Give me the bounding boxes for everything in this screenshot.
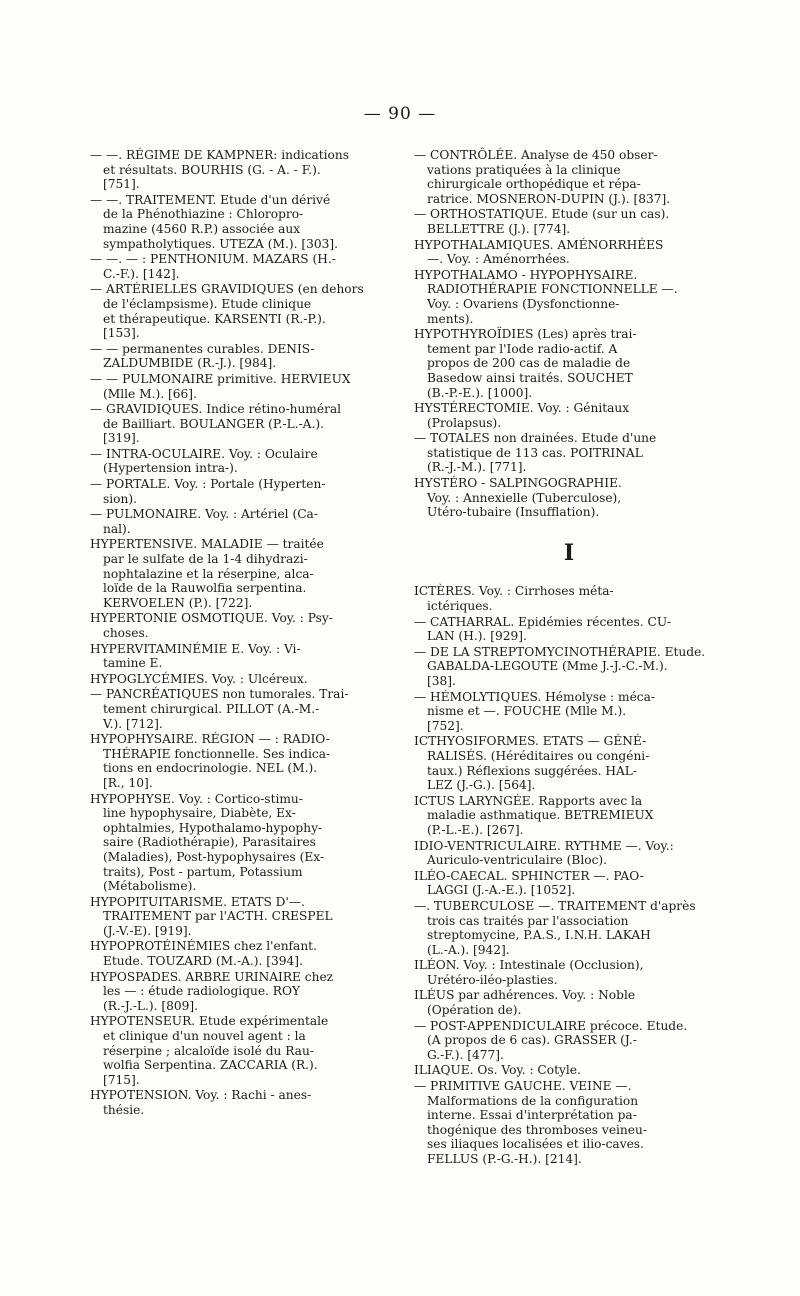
index-entry: HYPOPROTÉINÉMIES chez l'enfant. Etude. TOUZARD (M.-A.). [394].	[90, 939, 317, 969]
right-column	[414, 148, 724, 1168]
index-entry: HYPOPHYSAIRE. RÉGION — : RADIO- THÉRAPIE fonctionnelle. Ses indica- tions en endocrinologie. NEL (M.). [R., 10].	[90, 732, 331, 790]
index-entry: HYPERVITAMINÉMIE E. Voy. : Vi- tamine E.	[90, 641, 301, 671]
index-entry: —. TUBERCULOSE —. TRAITEMENT d'après trois cas traités par l'association streptomycine, P.A.S., I.N.H. LAKAH (L.-A.). [942].	[414, 898, 696, 957]
index-entry: HYPERTONIE OSMOTIQUE. Voy. : Psy- choses.	[90, 611, 333, 640]
index-entry: — —. TRAITEMENT. Etude d'un dérivé de la Phénothiazine : Chloropro- mazine (4560 R.P.) associée aux sympatholytiques. UTEZA (M.). [303].	[90, 192, 338, 251]
index-entry: ILÉO-CAECAL. SPHINCTER —. PAO- LAGGI (J.-A.-E.). [1052].	[414, 868, 644, 898]
index-entry: ILIAQUE. Os. Voy. : Cotyle.	[414, 1063, 581, 1078]
index-entry: — GRAVIDIQUES. Indice rétino-huméral de Bailliart. BOULANGER (P.-L.-A.). [319].	[90, 402, 342, 446]
index-entry: — —. — : PENTHONIUM. MAZARS (H.- C.-F.). [142].	[90, 252, 336, 281]
index-entry: HYPOTENSEUR. Etude expérimentale et clinique d'un nouvel agent : la réserpine ; alcaloïde isolé du Rau- wolfia Serpentina. ZACCARIA (R.). [715].	[90, 1014, 329, 1087]
index-entry: ICTHYOSIFORMES. ETATS — GÉNÉ- RALISÉS. (Héréditaires ou congéni- taux.) Réflexions suggérées. HAL- LEZ (J.-G.). [564].	[414, 734, 650, 793]
index-entry: — PRIMITIVE GAUCHE. VEINE —. Malformations de la configuration interne. Essai d'interprétation pa- thogénique des thromboses veineu- ses iliaques localisées et ilio-caves. FELLUS (P.-G.-H.). [214].	[414, 1079, 647, 1166]
index-entry: ILÉON. Voy. : Intestinale (Occlusion), Urétéro-iléo-plasties.	[414, 958, 644, 987]
index-entry: HYPOTHYROÏDIES (Les) après trai- tement par l'Iode radio-actif. A propos de 200 cas de maladie de Basedow ainsi traités. SOUCHET (B.-P.-E.). [1000].	[414, 327, 637, 400]
index-entry: — CONTRÔLÉE. Analyse de 450 obser- vations pratiquées à la clinique chirurgicale orthopédique et répa- ratrice. MOSNERON-DUPIN (J.). [837].	[414, 148, 671, 206]
index-entry: — — PULMONAIRE primitive. HERVIEUX (Mlle M.). [66].	[90, 371, 351, 401]
index-entry: — TOTALES non drainées. Etude d'une statistique de 113 cas. POITRINAL (R.-J.-M.). [771].	[414, 431, 657, 475]
index-entry: — INTRA-OCULAIRE. Voy. : Oculaire (Hypertension intra-).	[90, 446, 318, 476]
index-entry: — DE LA STREPTOMYCINOTHÉRAPIE. Etude. GABALDA-LEGOUTE (Mme J.-J.-C.-M.). [38].	[414, 644, 706, 688]
index-entry: ICTUS LARYNGÉE. Rapports avec la maladie asthmatique. BETREMIEUX (P.-L.-E.). [267].	[414, 793, 654, 837]
index-entry: HYPOSPADES. ARBRE URINAIRE chez les — : étude radiologique. ROY (R.-J.-L.). [809].	[90, 969, 334, 1013]
index-entry: — — permanentes curables. DENIS- ZALDUMBIDE (R.-J.). [984].	[90, 341, 315, 371]
index-entry: — CATHARRAL. Epidémies récentes. CU- LAN (H.). [929].	[414, 614, 672, 644]
index-entry: HYPOPHYSE. Voy. : Cortico-stimu- line hypophysaire, Diabète, Ex- ophtalmies, Hypothalamo-hypophy- saire (Radiothérapie), Parasitaires (Maladies), Post-hypophysaires (Ex- traits), Post - partum, Potassium (Métabolisme).	[90, 791, 325, 894]
index-entry: IDIO-VENTRICULAIRE. RYTHME —. Voy.: Auriculo-ventriculaire (Bloc).	[414, 838, 674, 868]
index-entry: — PANCRÉATIQUES non tumorales. Trai- tement chirurgical. PILLOT (A.-M.- V.). [712].	[90, 687, 349, 731]
index-entry: HYSTÉRO - SALPINGOGRAPHIE. Voy. : Annexielle (Tuberculose), Utéro-tubaire (Insufflation).	[414, 476, 622, 520]
index-entry: — —. RÉGIME DE KAMPNER: indications et résultats. BOURHIS (G. - A. - F.). [751].	[90, 148, 349, 192]
index-entry: HYPOTHALAMO - HYPOPHYSAIRE. RADIOTHÉRAPIE FONCTIONNELLE —. Voy. : Ovariens (Dysfonctionne- ments).	[414, 267, 678, 326]
index-entry: ICTÈRES. Voy. : Cirrhoses méta- ictériques.	[414, 584, 614, 614]
index-entry: HYSTÉRECTOMIE. Voy. : Génitaux (Prolapsus).	[414, 401, 630, 430]
index-entry: HYPOPITUITARISME. ETATS D'—. TRAITEMENT par l'ACTH. CRESPEL (J.-V.-E). [919].	[90, 894, 333, 938]
index-entry: HYPOTHALAMIQUES. AMÉNORRHÉES —. Voy. : Aménorrhées.	[414, 237, 664, 267]
index-entry: — PORTALE. Voy. : Portale (Hyperten- sion).	[90, 477, 326, 506]
index-entry: — PULMONAIRE. Voy. : Artériel (Ca- nal).	[90, 507, 318, 536]
index-entry: HYPOGLYCÉMIES. Voy. : Ulcéreux.	[90, 671, 308, 686]
left-column	[90, 148, 400, 1119]
index-entry: — HÉMOLYTIQUES. Hémolyse : méca- nisme et —. FOUCHE (Mlle M.). [752].	[414, 689, 655, 733]
index-entry: ILÉUS par adhérences. Voy. : Noble (Opération de).	[414, 988, 636, 1018]
index-entry: — POST-APPENDICULAIRE précoce. Etude. (A propos de 6 cas). GRASSER (J.- G.-F.). [477].	[414, 1018, 688, 1062]
index-entry: HYPERTENSIVE. MALADIE — traitée par le sulfate de la 1-4 dihydrazi- nophtalazine et la réserpine, alca- loïde de la Rauwolfia serpentina. KERVOELEN (P.). [722].	[90, 537, 324, 610]
index-entry: — ORTHOSTATIQUE. Etude (sur un cas). BELLETTRE (J.). [774].	[414, 207, 670, 236]
index-entry: — ARTÉRIELLES GRAVIDIQUES (en dehors de l'éclampsisme). Etude clinique et thérapeutique. KARSENTI (R.-P.). [153].	[90, 282, 364, 341]
section-letter: I	[563, 539, 575, 566]
index-entry: HYPOTENSION. Voy. : Rachi - anes- thésie.	[90, 1088, 312, 1117]
page-number: — 90 —	[363, 104, 437, 124]
